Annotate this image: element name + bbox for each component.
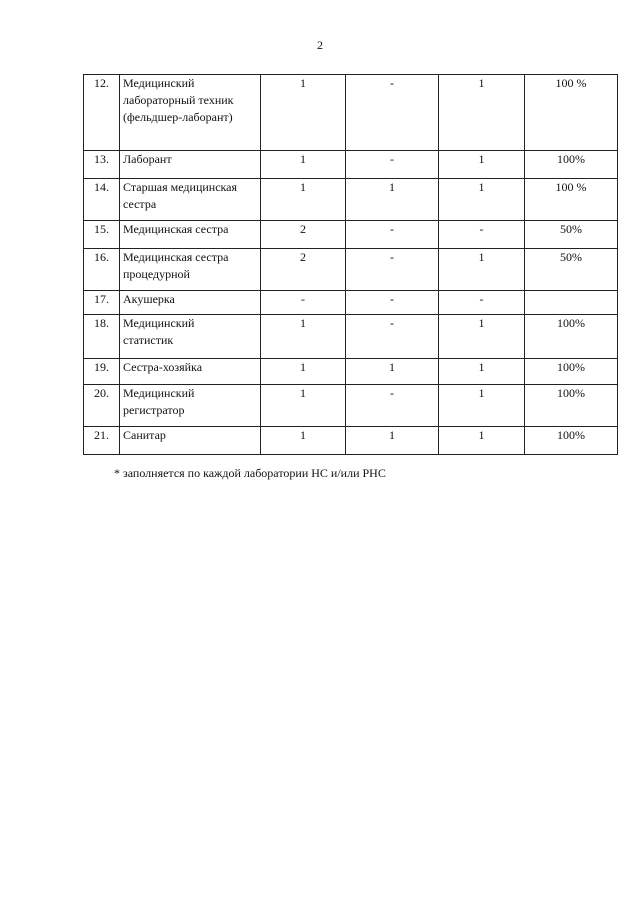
footnote: * заполняется по каждой лаборатории НС и/или РНС: [114, 466, 386, 480]
position-name: [120, 385, 261, 427]
position-name-line: Медицинский: [123, 316, 195, 330]
percent-cell: 100 %: [525, 75, 618, 151]
value-cell-1: 2: [261, 221, 346, 249]
value-cell-3: 1: [439, 249, 525, 291]
row-number: 16.: [84, 249, 120, 291]
position-name-line: Акушерка: [123, 292, 175, 306]
row-number: 14.: [84, 179, 120, 221]
position-name-line: Старшая медицинская: [123, 180, 238, 194]
row-number: 17.: [84, 291, 120, 315]
value-cell-3: 1: [439, 427, 525, 455]
value-cell-1: -: [261, 291, 346, 315]
table-row: [84, 315, 618, 359]
page-number: 2: [317, 38, 323, 52]
row-number: 18.: [84, 315, 120, 359]
percent-cell: 100%: [525, 315, 618, 359]
percent-cell: [525, 291, 618, 315]
value-cell-1: 1: [261, 315, 346, 359]
position-name-line: Медицинский: [123, 76, 195, 90]
percent-cell: 50%: [525, 249, 618, 291]
table-row: [84, 385, 618, 427]
position-name: [120, 315, 261, 359]
value-cell-3: 1: [439, 315, 525, 359]
value-cell-2: -: [346, 291, 439, 315]
value-cell-3: -: [439, 291, 525, 315]
row-number: 20.: [84, 385, 120, 427]
position-name-line: процедурной: [123, 267, 190, 281]
value-cell-1: 1: [261, 427, 346, 455]
value-cell-3: 1: [439, 179, 525, 221]
percent-cell: 100%: [525, 359, 618, 385]
position-name: [120, 359, 261, 385]
table-row: [84, 249, 618, 291]
table-row: [84, 359, 618, 385]
value-cell-2: 1: [346, 427, 439, 455]
percent-cell: 100%: [525, 427, 618, 455]
row-number: 21.: [84, 427, 120, 455]
percent-cell: 100 %: [525, 179, 618, 221]
value-cell-3: 1: [439, 75, 525, 151]
position-name-line: регистратор: [123, 403, 185, 417]
table-row: [84, 221, 618, 249]
percent-cell: 100%: [525, 385, 618, 427]
value-cell-3: 1: [439, 359, 525, 385]
position-name-line: (фельдшер-лаборант): [123, 110, 233, 124]
value-cell-2: 1: [346, 179, 439, 221]
position-name: [120, 75, 261, 151]
position-name-line: Санитар: [123, 428, 166, 442]
value-cell-2: -: [346, 249, 439, 291]
percent-cell: 100%: [525, 151, 618, 179]
value-cell-2: -: [346, 385, 439, 427]
row-number: 19.: [84, 359, 120, 385]
position-name-line: Медицинский: [123, 386, 195, 400]
value-cell-3: -: [439, 221, 525, 249]
position-name: [120, 249, 261, 291]
value-cell-2: -: [346, 221, 439, 249]
value-cell-1: 1: [261, 385, 346, 427]
position-name: [120, 427, 261, 455]
value-cell-1: 1: [261, 151, 346, 179]
staff-table: [83, 74, 618, 455]
table-body: [84, 75, 618, 455]
row-number: 13.: [84, 151, 120, 179]
value-cell-3: 1: [439, 151, 525, 179]
value-cell-1: 2: [261, 249, 346, 291]
table-row: [84, 291, 618, 315]
position-name-line: сестра: [123, 197, 157, 211]
position-name-line: статистик: [123, 333, 174, 347]
position-name-line: Сестра-хозяйка: [123, 360, 203, 374]
value-cell-1: 1: [261, 359, 346, 385]
row-number: 15.: [84, 221, 120, 249]
value-cell-1: 1: [261, 75, 346, 151]
position-name-line: Лаборант: [123, 152, 172, 166]
value-cell-3: 1: [439, 385, 525, 427]
table-row: [84, 75, 618, 151]
value-cell-2: -: [346, 151, 439, 179]
value-cell-2: -: [346, 315, 439, 359]
table-row: [84, 427, 618, 455]
position-name: [120, 179, 261, 221]
position-name-line: Медицинская сестра: [123, 250, 229, 264]
position-name-line: лабораторный техник: [123, 93, 234, 107]
position-name-line: Медицинская сестра: [123, 222, 229, 236]
position-name: [120, 221, 261, 249]
table-row: [84, 151, 618, 179]
table-row: [84, 179, 618, 221]
row-number: 12.: [84, 75, 120, 151]
value-cell-2: -: [346, 75, 439, 151]
value-cell-1: 1: [261, 179, 346, 221]
position-name: [120, 291, 261, 315]
position-name: [120, 151, 261, 179]
value-cell-2: 1: [346, 359, 439, 385]
percent-cell: 50%: [525, 221, 618, 249]
